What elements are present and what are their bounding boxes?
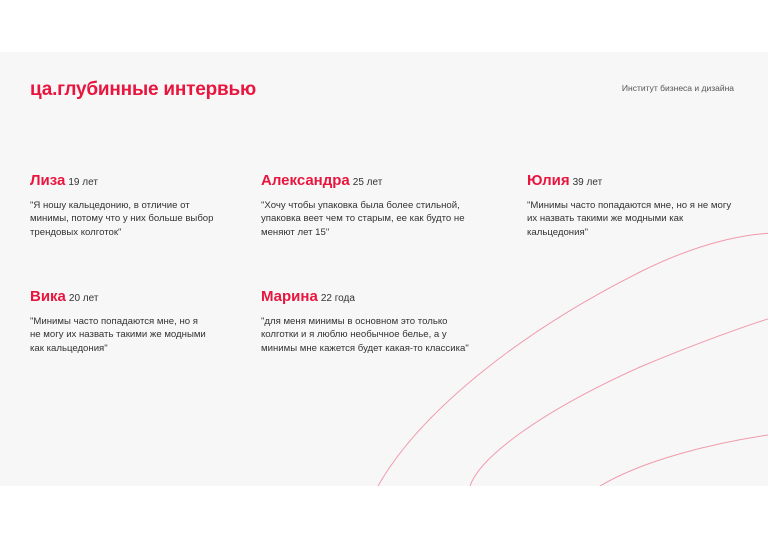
organization-name: Институт бизнеса и дизайна [621,83,734,93]
respondent-name: Юлия [527,172,570,189]
respondent-quote: "Хочу чтобы упаковка была более стильной, упаковка веет чем то старым, ее как будто не меняют лет 15" [261,200,465,238]
page-title: ца.глубинные интервью [30,79,257,100]
interview-card-yuliya [527,172,737,239]
decorative-curve-lower [600,432,768,486]
interview-card-marina [261,288,476,355]
respondent-age: 25 лет [352,177,383,188]
respondent-age: 20 лет [68,293,99,304]
decorative-curve-outer [378,233,768,486]
interview-card-vika [30,288,220,355]
respondent-quote: "для меня минимы в основном это только колготки и я люблю необычное белье, а у минимы мне кажется будет какая-то классика" [261,316,469,354]
decorative-curves [0,52,768,486]
respondent-age: 19 лет [68,177,98,188]
respondent-name: Лиза [30,172,66,189]
respondent-name: Александра [261,172,350,189]
interview-card-liza [30,172,220,239]
interview-card-aleksandra [261,172,471,239]
slide [0,52,768,486]
respondent-name: Марина [261,288,318,305]
respondent-name: Вика [30,288,66,305]
respondent-quote: "Минимы часто попадаются мне, но я не могу их назвать такими же модными как кальцедония" [527,200,732,238]
respondent-quote: "Я ношу кальцедонию, в отличие от минимы, потому что у них больше выбор трендовых колготок" [30,200,214,238]
respondent-quote: "Минимы часто попадаются мне, но я не могу их назвать такими же модными как кальцедония" [30,316,206,354]
respondent-age: 22 года [320,293,355,304]
respondent-age: 39 лет [572,177,603,188]
decorative-curve-inner [470,312,768,486]
